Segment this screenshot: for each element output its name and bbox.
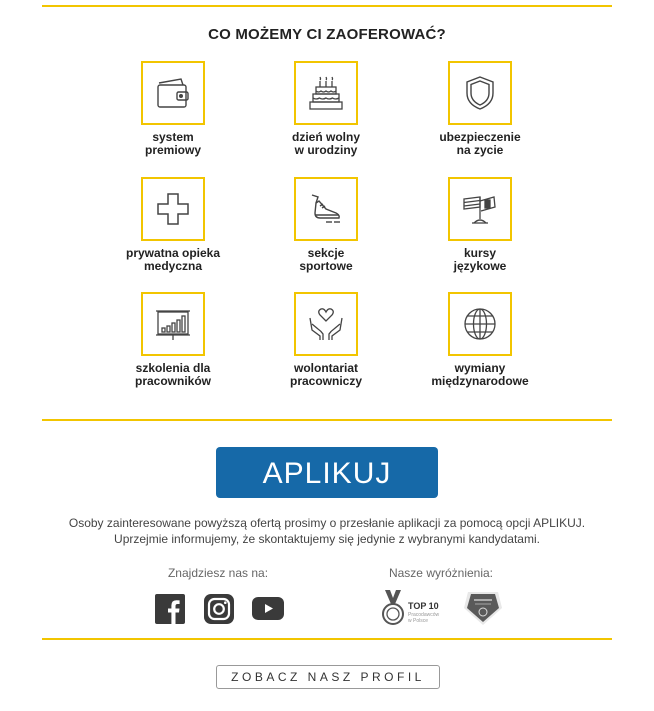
- benefit-label-line1: szkolenia dla: [135, 361, 211, 375]
- benefit-opieka-medyczna: [98, 177, 248, 273]
- benefit-label-line2: w urodziny: [294, 143, 358, 157]
- footer-divider: [42, 638, 612, 640]
- employer-award-badge-icon: [462, 590, 504, 626]
- benefit-label-line1: wolontariat: [293, 361, 358, 375]
- shield-icon: [448, 61, 512, 125]
- view-profile-button[interactable]: ZOBACZ NASZ PROFIL: [216, 665, 440, 689]
- top10-medal-icon: [381, 590, 405, 626]
- top10-subtitle-2: w Polsce: [408, 618, 429, 624]
- benefit-label-line2: pracowniczy: [289, 374, 363, 388]
- hands-heart-icon: [294, 292, 358, 356]
- apply-button[interactable]: APLIKUJ: [216, 447, 438, 498]
- youtube-icon[interactable]: [252, 596, 284, 622]
- benefit-label-line1: system: [152, 130, 194, 144]
- benefit-label-line2: międzynarodowe: [431, 374, 529, 388]
- benefit-label-line1: dzień wolny: [291, 130, 360, 144]
- benefit-ubezpieczenie: [405, 61, 555, 157]
- benefit-kursy-jezykowe: [405, 177, 555, 273]
- benefit-label-line2: sportowe: [299, 259, 353, 273]
- benefit-label-line2: pracowników: [134, 374, 211, 388]
- benefit-label-line2: na zycie: [456, 143, 504, 157]
- benefit-label-line1: kursy: [463, 246, 497, 260]
- birthday-cake-icon: [294, 61, 358, 125]
- running-shoe-icon: [294, 177, 358, 241]
- benefit-dzien-wolny: [251, 61, 401, 157]
- wallet-icon: [141, 61, 205, 125]
- benefit-sekcje-sportowe: [251, 177, 401, 273]
- top10-subtitle-1: Pracodawców: [408, 612, 440, 618]
- globe-icon: [448, 292, 512, 356]
- application-info: [0, 515, 654, 547]
- benefit-label-line2: premiowy: [144, 143, 201, 157]
- benefit-wolontariat: [251, 292, 401, 388]
- benefit-label-line2: medyczna: [143, 259, 203, 273]
- awards-heading: Nasze wyróżnienia:: [388, 566, 494, 580]
- benefit-label-line1: sekcje: [307, 246, 345, 260]
- benefit-label-line1: prywatna opieka: [125, 246, 221, 260]
- benefit-szkolenia: [98, 292, 248, 388]
- medical-cross-icon: [141, 177, 205, 241]
- presentation-board-icon: [141, 292, 205, 356]
- benefit-label-line2: językowe: [453, 259, 507, 273]
- top-divider: [42, 5, 612, 7]
- benefit-label-line1: ubezpieczenie: [439, 130, 521, 144]
- top10-title: TOP 10: [408, 601, 439, 611]
- benefit-wymiany: [405, 292, 555, 388]
- page-title: CO MOŻEMY CI ZAOFEROWAĆ?: [208, 26, 446, 43]
- benefits-divider: [42, 419, 612, 421]
- flags-icon: [448, 177, 512, 241]
- info-line-2: Uprzejmie informujemy, że skontaktujemy się jedynie z wybranymi kandydatami.: [114, 532, 540, 546]
- info-line-1: Osoby zainteresowane powyższą ofertą prosimy o przesłanie aplikacji za pomocą opcji APLIKUJ.: [68, 516, 586, 530]
- social-heading: Znajdziesz nas na:: [167, 566, 269, 580]
- instagram-icon[interactable]: [204, 594, 234, 624]
- benefit-label-line1: wymiany: [454, 361, 506, 375]
- facebook-icon[interactable]: [155, 594, 185, 624]
- benefit-system-premiowy: [98, 61, 248, 157]
